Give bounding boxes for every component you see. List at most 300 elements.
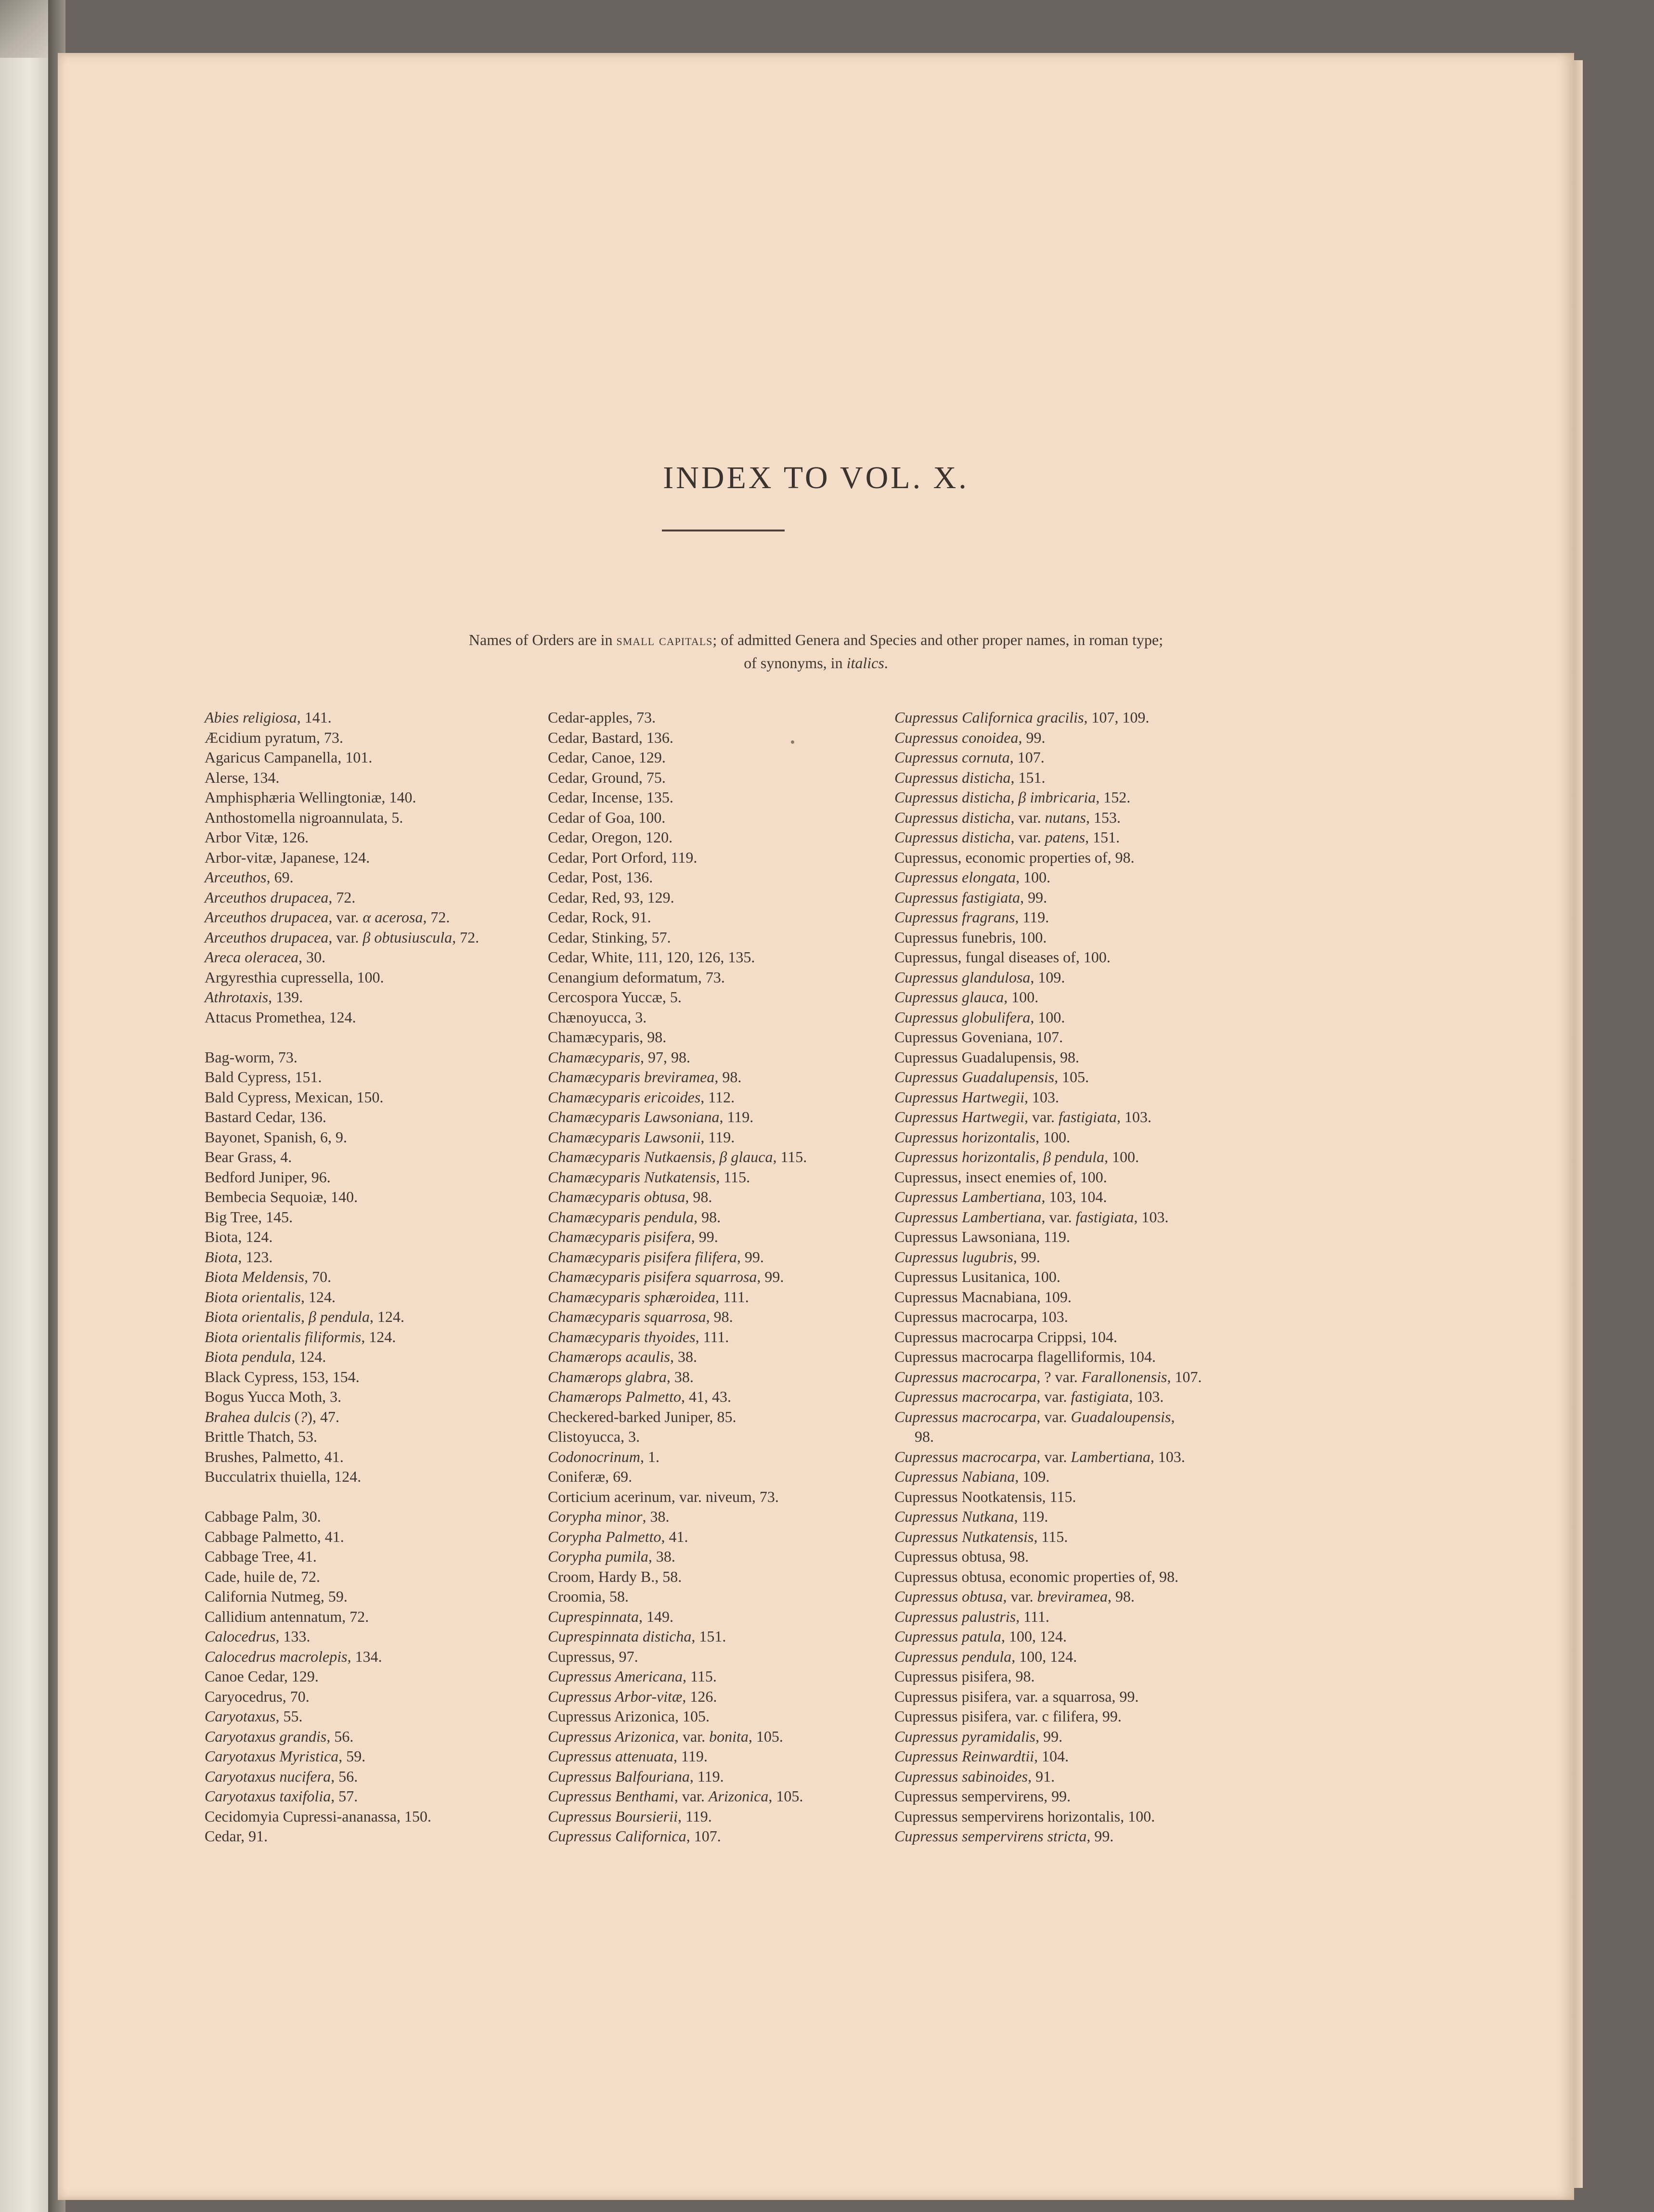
entry-text: , var. [1003, 1588, 1037, 1605]
index-entry [894, 907, 1202, 928]
index-entry [205, 788, 479, 808]
entry-text: , 99. [737, 1248, 764, 1266]
entry-text: Chamæcyparis, 98. [548, 1028, 667, 1046]
entry-text: , 38. [670, 1348, 697, 1365]
index-entry [894, 987, 1202, 1008]
index-entry [894, 928, 1202, 948]
entry-italic-text: Cupressus horizontalis, β pendula [894, 1148, 1105, 1165]
index-entry [548, 1267, 807, 1287]
index-entry [205, 1187, 479, 1207]
entry-italic-text: Cupressus Nutkana [894, 1508, 1014, 1525]
index-entry [205, 708, 479, 728]
entry-text: , 119. [689, 1767, 724, 1785]
entry-text: California Nutmeg, 59. [205, 1588, 348, 1605]
entry-text: , var. [1024, 1108, 1059, 1125]
entry-text: Corticium acerinum, var. niveum, 73. [548, 1488, 779, 1505]
index-entry [894, 1467, 1202, 1487]
entry-italic-text: Chamæcyparis pendula [548, 1208, 694, 1226]
index-entry [894, 1008, 1202, 1028]
entry-italic-text: Cupressus fragrans [894, 908, 1015, 926]
index-entry [205, 1727, 479, 1747]
index-entry [548, 1767, 807, 1787]
entry-text: , 98. [1107, 1588, 1135, 1605]
entry-text: , 56. [331, 1767, 358, 1785]
index-entry [205, 1767, 479, 1787]
entry-text: , var. [1036, 1448, 1071, 1465]
index-entry [548, 1287, 807, 1307]
entry-text: , 126. [682, 1687, 717, 1705]
index-entry [894, 828, 1202, 848]
entry-italic-text: Chamæcyparis Lawsoniana [548, 1108, 720, 1125]
index-entry [548, 1387, 807, 1407]
entry-text: , 119. [673, 1747, 708, 1765]
index-entry [894, 1767, 1202, 1787]
entry-text: , 112. [700, 1088, 735, 1106]
index-entry [548, 728, 807, 748]
entry-text: Cupressus macrocarpa Crippsi, 104. [894, 1328, 1118, 1345]
index-entry [548, 867, 807, 888]
index-entry [548, 1347, 807, 1367]
index-entry [205, 1627, 479, 1647]
entry-italic-text: Cupressus Guadalupensis [894, 1068, 1055, 1086]
entry-text: Big Tree, 145. [205, 1208, 293, 1226]
entry-text: , var. [674, 1787, 709, 1805]
entry-text: , var. [675, 1727, 710, 1745]
index-entry [548, 1227, 807, 1247]
entry-text: , 107. [1167, 1368, 1202, 1385]
entry-italic-text: Cupressus sabinoides [894, 1767, 1028, 1785]
entry-italic-text: Cupressus obtusa [894, 1588, 1003, 1605]
index-entry [548, 1826, 807, 1847]
entry-italic-text: Chamæcyparis pisifera filifera [548, 1248, 737, 1266]
entry-text: , 107. [1009, 749, 1045, 766]
entry-italic-text: Caryotaxus taxifolia [205, 1787, 331, 1805]
entry-text: , 100. [1004, 988, 1039, 1006]
index-entry [548, 1527, 807, 1547]
index-entry [894, 1207, 1202, 1228]
index-entry [548, 1687, 807, 1707]
index-entry [548, 1327, 807, 1347]
entry-text: , 98. [694, 1208, 721, 1226]
entry-italic-text: Cupressus Hartwegii [894, 1088, 1024, 1106]
index-entry [205, 1707, 479, 1727]
index-entry [205, 1746, 479, 1767]
entry-text: , 119. [677, 1807, 712, 1825]
index-entry [894, 968, 1202, 988]
entry-text: Cupressus sempervirens horizontalis, 100. [894, 1807, 1155, 1825]
index-entry [205, 1127, 479, 1148]
entry-text: Cupressus Arizonica, 105. [548, 1708, 710, 1725]
index-entry [894, 1307, 1202, 1327]
entry-text: , 151. [1085, 828, 1120, 846]
index-entry [205, 1048, 479, 1068]
entry-italic-text: Caryotaxus nucifera [205, 1767, 331, 1785]
index-entry [205, 1387, 479, 1407]
entry-text: Cupressus Lusitanica, 100. [894, 1268, 1060, 1285]
entry-text: , var. [1036, 1388, 1071, 1405]
entry-text: , 105. [768, 1787, 803, 1805]
entry-text: Caryocedrus, 70. [205, 1687, 310, 1705]
index-entry [205, 1287, 479, 1307]
entry-italic-text: Cupressus Hartwegii [894, 1108, 1024, 1125]
index-entry [548, 1467, 807, 1487]
entry-text: Cupressus, fungal diseases of, 100. [894, 948, 1111, 966]
entry-italic-text: Arceuthos drupacea [205, 928, 329, 946]
entry-text: , 57. [331, 1787, 358, 1805]
index-entry [548, 1507, 807, 1527]
entry-text: Coniferæ, 69. [548, 1468, 633, 1485]
entry-text: Bald Cypress, 151. [205, 1068, 322, 1086]
entry-text: Cabbage Palm, 30. [205, 1508, 321, 1525]
entry-italic-text: Chamæcyparis sphæroidea [548, 1288, 716, 1306]
entry-italic-text: Chamæcyparis obtusa [548, 1188, 685, 1205]
entry-text: ), 47. [307, 1408, 339, 1425]
index-entry [548, 1427, 807, 1447]
index-entry [205, 1367, 479, 1387]
entry-text: , 119. [719, 1108, 754, 1125]
index-entry [548, 1067, 807, 1087]
index-entry [548, 947, 807, 968]
entry-text: Cupressus pisifera, var. c filifera, 99. [894, 1708, 1122, 1725]
entry-text: , 115. [773, 1148, 807, 1165]
entry-italic-text: Cupressus Reinwardtii [894, 1747, 1034, 1765]
entry-text: , 109. [1030, 968, 1065, 986]
index-entry [894, 1107, 1202, 1127]
entry-italic-text: Corypha minor [548, 1508, 643, 1525]
index-entry [548, 1307, 807, 1327]
entry-text: , 100. [1104, 1148, 1139, 1165]
entry-italic-text: Areca oleracea [205, 948, 299, 966]
entry-italic-text: Cupressus macrocarpa [894, 1408, 1037, 1425]
entry-text: Bogus Yucca Moth, 3. [205, 1388, 342, 1405]
entry-italic-text: α acerosa [362, 908, 423, 926]
index-page [58, 53, 1574, 2200]
entry-italic-text: Cupressus sempervirens stricta [894, 1827, 1087, 1845]
index-entry [205, 1647, 479, 1667]
entry-italic-text: Biota pendula [205, 1348, 292, 1365]
entry-text: Cercospora Yuccæ, 5. [548, 988, 682, 1006]
index-entry [894, 1367, 1202, 1387]
index-entry [548, 928, 807, 948]
index-entry [205, 1786, 479, 1807]
entry-italic-text: Chamæcyparis [548, 1048, 640, 1066]
entry-italic-text: breviramea [1037, 1588, 1108, 1605]
entry-text: , 153. [1085, 808, 1121, 826]
entry-text: , 141. [297, 709, 332, 726]
index-entry [205, 928, 479, 948]
index-entry [894, 768, 1202, 788]
index-entry [205, 1826, 479, 1847]
entry-text: Bald Cypress, Mexican, 150. [205, 1088, 384, 1106]
entry-text: , 72. [328, 888, 356, 906]
index-entry [205, 968, 479, 988]
entry-text: Cabbage Tree, 41. [205, 1548, 317, 1565]
entry-text: Agaricus Campanella, 101. [205, 749, 373, 766]
index-entry [205, 1267, 479, 1287]
entry-text: , 103. [1134, 1208, 1169, 1226]
index-entry [894, 808, 1202, 828]
entry-text: , var. [328, 908, 363, 926]
entry-italic-text: Corypha Palmetto [548, 1527, 661, 1545]
entry-italic-text: Cupressus pendula [894, 1647, 1012, 1665]
index-entry [205, 1467, 479, 1487]
index-entry [205, 1167, 479, 1188]
entry-text: , 107, 109. [1084, 709, 1150, 726]
index-entry [205, 828, 479, 848]
entry-italic-text: Biota orientalis filiformis [205, 1328, 362, 1345]
entry-italic-text: ? [299, 1408, 308, 1425]
entry-text: , 56. [326, 1727, 354, 1745]
index-entry [894, 1487, 1202, 1507]
entry-text: , var. [1010, 808, 1045, 826]
index-entry [205, 947, 479, 968]
entry-italic-text: Calocedrus macrolepis [205, 1647, 348, 1665]
index-entry [205, 728, 479, 748]
entry-italic-text: Cupressus Californica [548, 1827, 686, 1845]
entry-text: Cupressus Goveniana, 107. [894, 1028, 1063, 1046]
index-entry [894, 1067, 1202, 1087]
entry-text: , 59. [338, 1747, 366, 1765]
entry-text: Cupressus Lawsoniana, 119. [894, 1228, 1070, 1245]
entry-text: , ? var. [1036, 1368, 1082, 1385]
entry-italic-text: Cupressus glauca [894, 988, 1004, 1006]
entry-text: Chænoyucca, 3. [548, 1008, 647, 1026]
entry-text: , 124. [301, 1288, 336, 1306]
entry-text: , 99. [1020, 888, 1047, 906]
index-entry [205, 1567, 479, 1587]
index-entry [548, 1567, 807, 1587]
entry-italic-text: Cuprespinnata disticha [548, 1628, 692, 1645]
entry-text: , 111. [1016, 1607, 1049, 1625]
index-entry [205, 848, 479, 868]
entry-italic-text: Chamæcyparis thyoides [548, 1328, 696, 1345]
index-entry [894, 748, 1202, 768]
index-column-3 [894, 708, 1202, 1847]
page-title: INDEX TO VOL. X. [663, 460, 969, 495]
index-entry [894, 1427, 1202, 1447]
index-entry [548, 1547, 807, 1567]
index-entry [894, 708, 1202, 728]
index-entry [205, 1247, 479, 1268]
index-entry [548, 888, 807, 908]
entry-italic-text: nutans [1045, 808, 1086, 826]
entry-text: , 100. [1016, 868, 1051, 886]
index-entry [205, 1607, 479, 1627]
entry-italic-text: Cupressus macrocarpa [894, 1388, 1037, 1405]
entry-text: Cupressus obtusa, 98. [894, 1548, 1029, 1565]
entry-text: Cupressus pisifera, 98. [894, 1668, 1035, 1685]
index-entry [894, 1587, 1202, 1607]
entry-italic-text: Chamærops Palmetto [548, 1388, 682, 1405]
entry-italic-text: Cupressus Lambertiana [894, 1208, 1042, 1226]
index-entry [894, 1527, 1202, 1547]
entry-text: , 139. [268, 988, 303, 1006]
index-entry [548, 1447, 807, 1467]
entry-italic-text: Cupressus pyramidalis [894, 1727, 1036, 1745]
index-entry [205, 1587, 479, 1607]
index-entry [548, 828, 807, 848]
entry-text: Cecidomyia Cupressi-ananassa, 150. [205, 1807, 431, 1825]
entry-italic-text: Caryotaxus [205, 1708, 276, 1725]
index-entry [894, 1786, 1202, 1807]
index-entry [894, 1087, 1202, 1108]
entry-italic-text: Cupressus disticha, β imbricaria [894, 789, 1096, 806]
index-note-line-2: of synonyms, in italics. [744, 654, 888, 672]
index-entry [894, 1547, 1202, 1567]
entry-text: , 98. [685, 1188, 712, 1205]
entry-text: , 109. [1015, 1468, 1050, 1485]
entry-italic-text: Cupressus Balfouriana [548, 1767, 690, 1785]
entry-text: , [1171, 1408, 1175, 1425]
index-note-line-1: Names of Orders are in small capitals; of admitted Genera and Species and other proper names, in roman type; [468, 631, 1163, 648]
entry-italic-text: Lambertiana [1071, 1448, 1150, 1465]
index-entry [205, 1207, 479, 1228]
entry-italic-text: Cupressus glandulosa [894, 968, 1031, 986]
index-entry [205, 1227, 479, 1247]
index-entry [548, 907, 807, 928]
index-entry [548, 1187, 807, 1207]
entry-italic-text: Arceuthos drupacea [205, 908, 329, 926]
entry-text: , 111. [715, 1288, 749, 1306]
entry-text: Cupressus Nootkatensis, 115. [894, 1488, 1076, 1505]
index-entry [894, 1807, 1202, 1827]
entry-italic-text: Cupressus Nutkatensis [894, 1527, 1034, 1545]
entry-text: Brittle Thatch, 53. [205, 1428, 318, 1445]
entry-italic-text: Chamæcyparis pisifera [548, 1228, 691, 1245]
entry-text: Cedar of Goa, 100. [548, 808, 666, 826]
entry-text: Cupressus funebris, 100. [894, 928, 1047, 946]
entry-text: Brushes, Palmetto, 41. [205, 1448, 344, 1465]
entry-text: Bayonet, Spanish, 6, 9. [205, 1128, 347, 1146]
entry-text: , 134. [347, 1647, 382, 1665]
entry-text: Argyresthia cupressella, 100. [205, 968, 384, 986]
entry-italic-text: Cupressus fastigiata [894, 888, 1021, 906]
entry-italic-text: Cupressus cornuta [894, 749, 1010, 766]
index-entry [548, 748, 807, 768]
entry-text: , 91. [1028, 1767, 1055, 1785]
entry-italic-text: Cupressus conoidea [894, 728, 1019, 746]
entry-text: Cupressus pisifera, var. a squarrosa, 99. [894, 1687, 1139, 1705]
index-entry [894, 888, 1202, 908]
index-entry [894, 848, 1202, 868]
entry-text: , 151. [1010, 768, 1046, 786]
entry-italic-text: Chamæcyparis Nutkaensis, β glauca [548, 1148, 773, 1165]
entry-italic-text: Cupressus disticha [894, 768, 1011, 786]
entry-italic-text: Cupressus Arbor-vitæ [548, 1687, 683, 1705]
index-entry [205, 1147, 479, 1167]
entry-text: Bear Grass, 4. [205, 1148, 292, 1165]
entry-text: Croom, Hardy B., 58. [548, 1567, 682, 1585]
index-entry [548, 1008, 807, 1028]
entry-text: Cupressus, insect enemies of, 100. [894, 1168, 1107, 1186]
entry-italic-text: fastigiata [1071, 1388, 1129, 1405]
index-entry [548, 1607, 807, 1627]
entry-italic-text: Chamæcyparis breviramea [548, 1068, 715, 1086]
index-entry [548, 808, 807, 828]
index-entry [894, 1826, 1202, 1847]
entry-text: , 99. [1013, 1248, 1040, 1266]
entry-text: Attacus Promethea, 124. [205, 1008, 356, 1026]
entry-italic-text: Abies religiosa [205, 709, 297, 726]
paper-speck [791, 740, 794, 744]
entry-italic-text: Chamærops acaulis [548, 1348, 670, 1365]
entry-italic-text: Cupressus disticha [894, 808, 1011, 826]
entry-italic-text: Caryotaxus Myristica [205, 1747, 339, 1765]
entry-italic-text: Cuprespinnata [548, 1607, 639, 1625]
entry-italic-text: Arceuthos drupacea [205, 888, 329, 906]
index-entry [894, 1607, 1202, 1627]
entry-text: , 103. [1024, 1088, 1059, 1106]
entry-text: , 115. [716, 1168, 750, 1186]
entry-text: Bedford Juniper, 96. [205, 1168, 331, 1186]
index-entry [894, 1746, 1202, 1767]
index-entry [205, 1527, 479, 1547]
entry-italic-text: Arceuthos [205, 868, 267, 886]
index-entry [205, 1087, 479, 1108]
index-entry [548, 768, 807, 788]
index-entry [548, 1707, 807, 1727]
index-entry [894, 1347, 1202, 1367]
index-entry [894, 1127, 1202, 1148]
entry-italic-text: Cupressus Lambertiana [894, 1188, 1042, 1205]
index-entry [205, 1327, 479, 1347]
entry-text: , var. [328, 928, 363, 946]
entry-text: , 97, 98. [640, 1048, 690, 1066]
entry-text: , 41, 43. [681, 1388, 732, 1405]
index-entry [205, 1347, 479, 1367]
entry-italic-text: patens [1045, 828, 1085, 846]
entry-italic-text: Chamæcyparis ericoides [548, 1088, 701, 1106]
index-entry [205, 907, 479, 928]
entry-text: Cupressus macrocarpa, 103. [894, 1308, 1068, 1325]
index-entry [205, 808, 479, 828]
index-entry [894, 1247, 1202, 1268]
entry-text: , 100. [1035, 1128, 1071, 1146]
index-entry [894, 1147, 1202, 1167]
index-column-1 [205, 708, 479, 1847]
entry-italic-text: Chamæcyparis squarrosa [548, 1308, 706, 1325]
index-entry [894, 1407, 1202, 1427]
entry-italic-text: Biota [205, 1248, 238, 1266]
entry-italic-text: Chamæcyparis Lawsonii [548, 1128, 701, 1146]
entry-text: , 124. [370, 1308, 405, 1325]
entry-italic-text: bonita [709, 1727, 749, 1745]
entry-italic-text: Arizonica [708, 1787, 769, 1805]
entry-italic-text: Farallonensis [1081, 1368, 1167, 1385]
entry-text: , 152. [1096, 789, 1131, 806]
entry-text: Amphisphæria Wellingtoniæ, 140. [205, 789, 416, 806]
index-entry [205, 1807, 479, 1827]
entry-text: , 100, 124. [1001, 1628, 1067, 1645]
entry-text: Alerse, 134. [205, 768, 280, 786]
entry-text: , 72. [452, 928, 479, 946]
entry-text: , var. [1010, 828, 1045, 846]
entry-text: Æcidium pyratum, 73. [205, 728, 343, 746]
index-entry [894, 1027, 1202, 1048]
index-entry [894, 1167, 1202, 1188]
entry-text: , 119. [700, 1128, 735, 1146]
index-entry [548, 1746, 807, 1767]
index-entry [548, 1247, 807, 1268]
entry-text: Cupressus, economic properties of, 98. [894, 848, 1135, 866]
entry-text: Cabbage Palmetto, 41. [205, 1527, 344, 1545]
index-entry [894, 1327, 1202, 1347]
index-entry [894, 1267, 1202, 1287]
index-entry [548, 1487, 807, 1507]
entry-text: , 99. [757, 1268, 784, 1285]
index-entry [548, 1107, 807, 1127]
entry-text: Cedar, 91. [205, 1827, 268, 1845]
